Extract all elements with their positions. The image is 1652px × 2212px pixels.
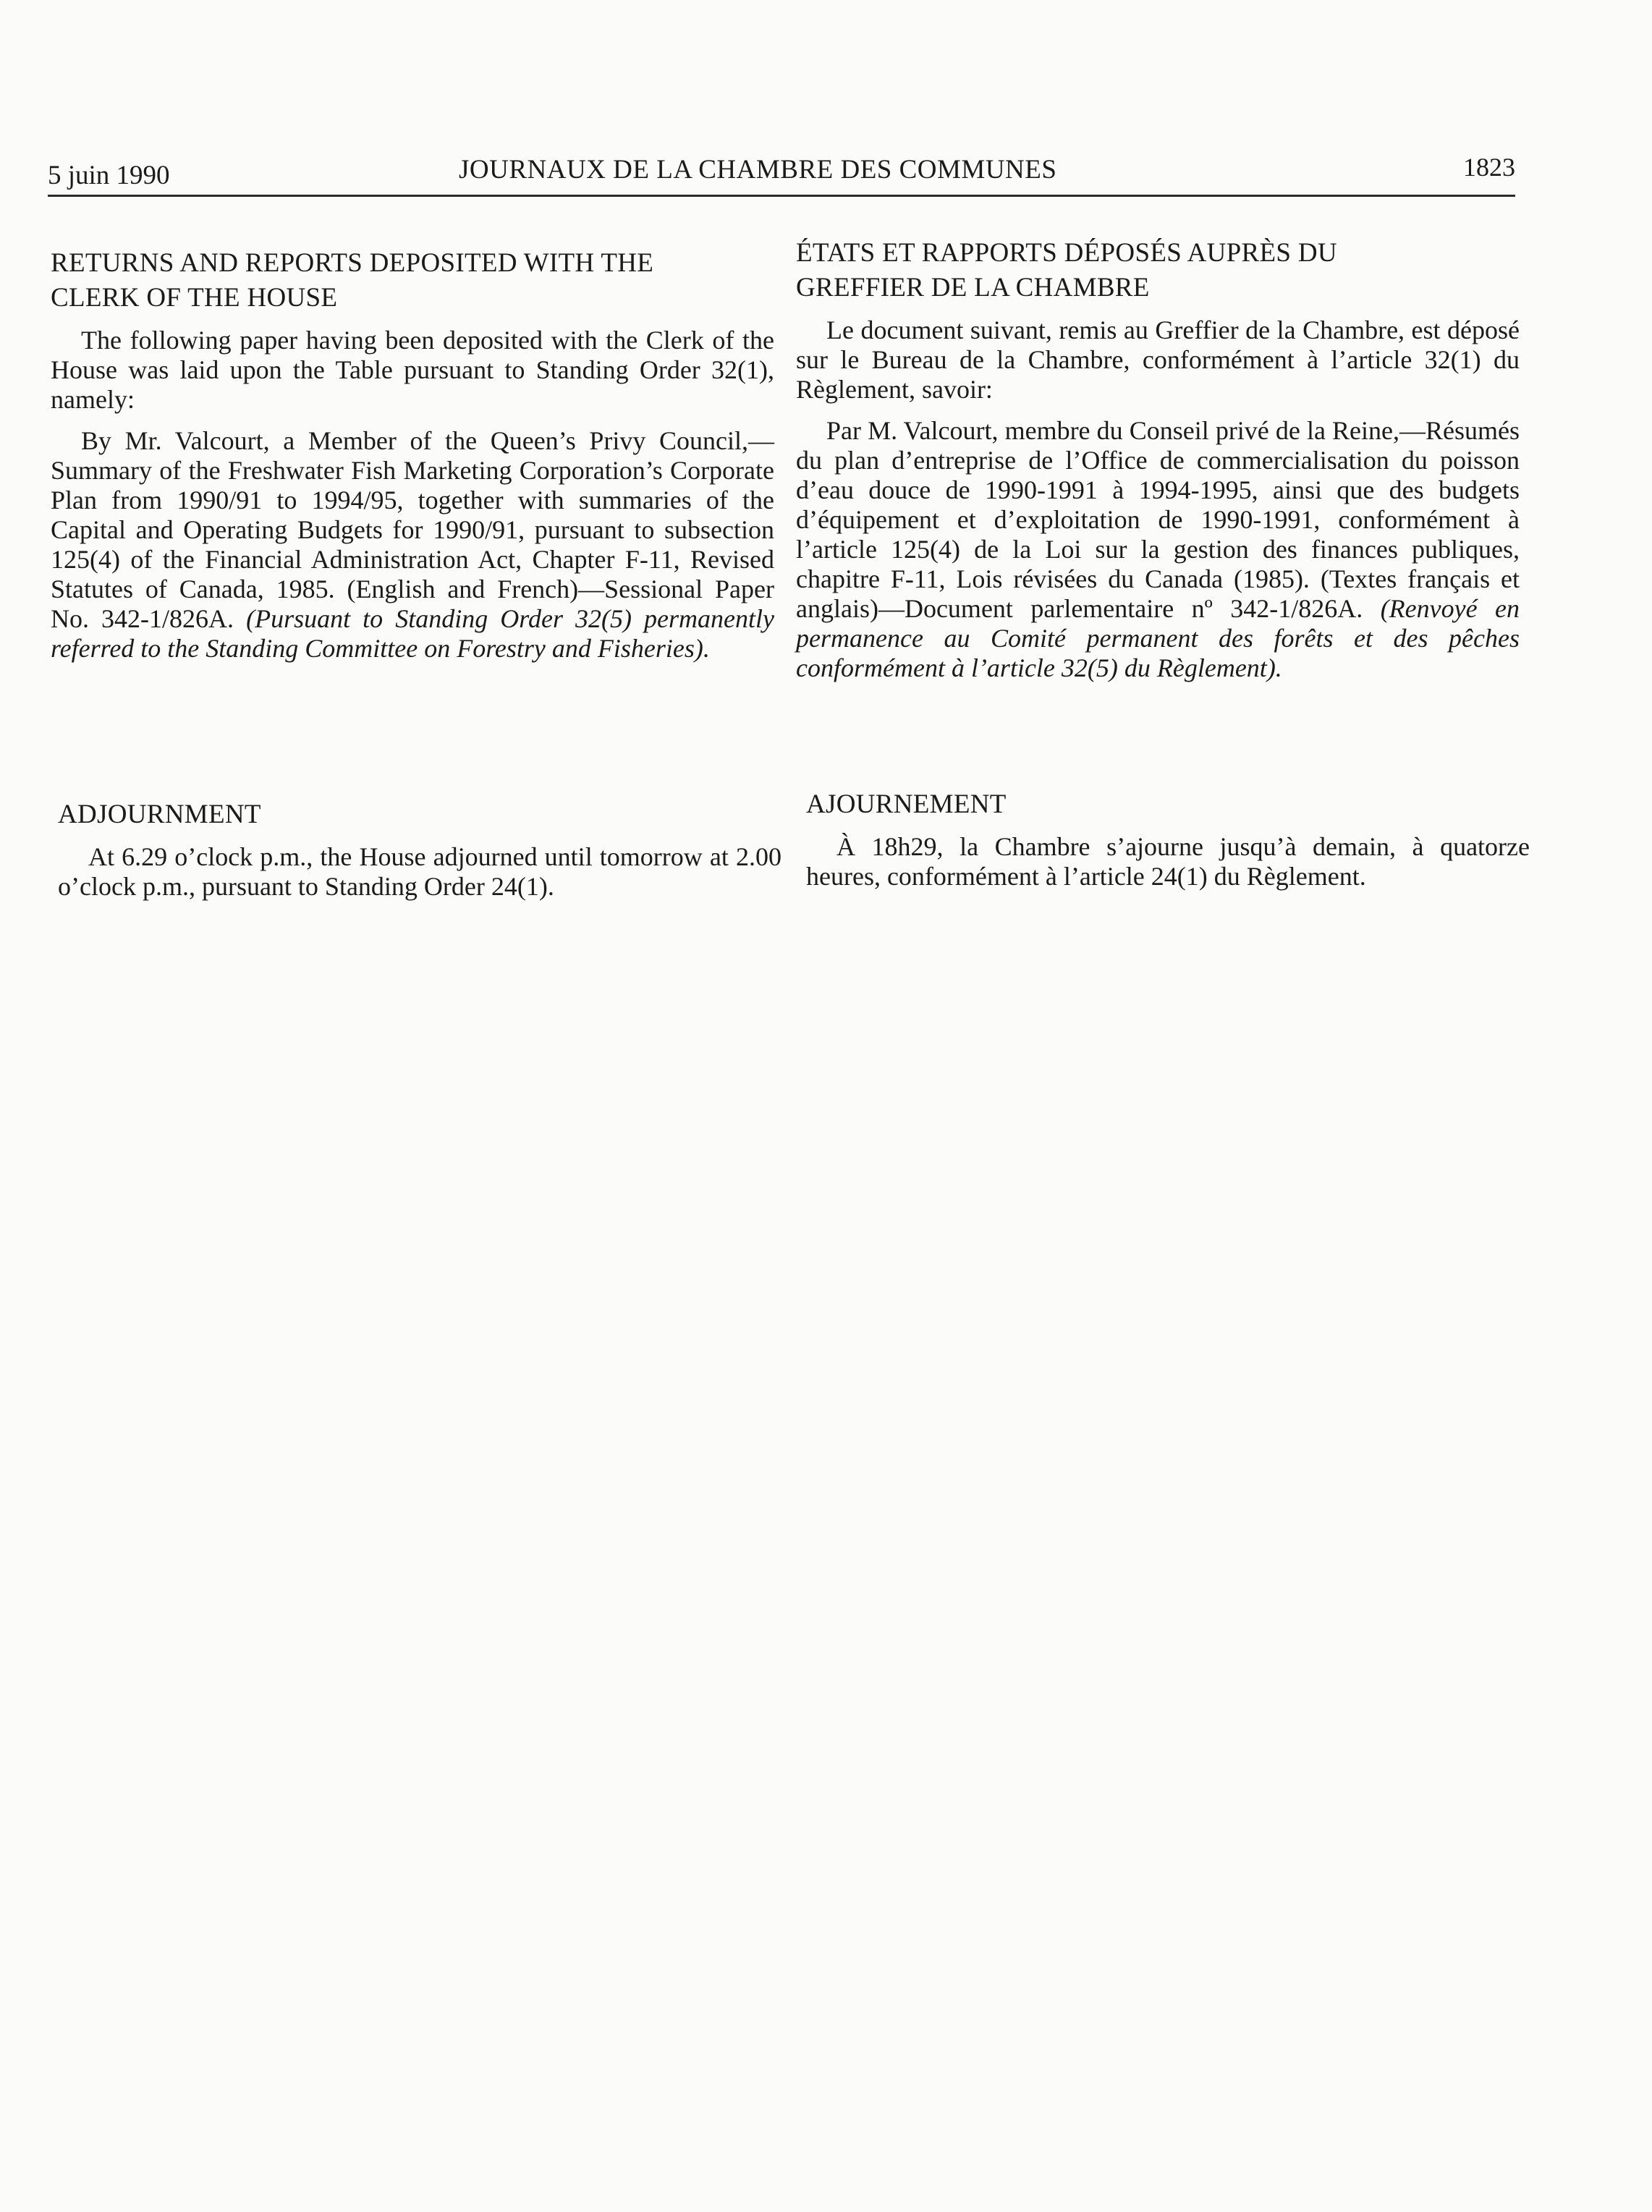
english-returns-heading-line2: CLERK OF THE HOUSE	[51, 283, 338, 313]
english-adjournment-heading: ADJOURNMENT	[58, 800, 261, 829]
french-returns-section	[796, 236, 1520, 683]
english-returns-heading	[51, 246, 774, 315]
french-returns-heading-line1: ÉTATS ET RAPPORTS DÉPOSÉS AUPRÈS DU	[796, 238, 1337, 268]
header-date: 5 juin 1990	[48, 161, 170, 190]
english-returns-intro: The following paper having been deposited with the Clerk of the House was laid upon the Table pursuant to Standing Order 32(1), namely:	[51, 326, 774, 414]
english-returns-paper	[51, 426, 774, 664]
page-number: 1823	[1463, 153, 1515, 182]
french-adjournment-heading: AJOURNEMENT	[806, 789, 1007, 819]
french-adjournment-text: À 18h29, la Chambre s’ajourne jusqu’à demain, à quatorze heures, conformément à l’article 24(1) du Règlement.	[806, 832, 1530, 891]
english-returns-paper-referral: (Pursuant to Standing Order 32(5) permanently referred to the Standing Committee on Forestry and Fisheries).	[51, 604, 774, 663]
english-returns-heading-line1: RETURNS AND REPORTS DEPOSITED WITH THE	[51, 248, 654, 278]
english-adjournment-text: At 6.29 o’clock p.m., the House adjourned until tomorrow at 2.00 o’clock p.m., pursuant to Standing Order 24(1).	[58, 842, 781, 901]
french-adjournment-section	[806, 787, 1530, 891]
english-returns-section	[51, 246, 774, 664]
french-returns-paper-referral: (Renvoyé en permanence au Comité permanent des forêts et des pêches conformément à l’article 32(5) du Règlement).	[796, 594, 1520, 682]
french-returns-paper-text: Par M. Valcourt, membre du Conseil privé de la Reine,—Résumés du plan d’entreprise de l’Office de commercialisation du poisson d’eau douce de 1990-1991 à 1994-1995, ainsi que des budgets d’équipement et d’exploitation de 1990-1991, conformément à l’article 125(4) de la Loi sur la gestion des finances publiques, chapitre F-11, Lois révisées du Canada (1985). (Textes français et anglais)—Document parlementaire nº 342-1/826A.	[796, 416, 1520, 623]
french-returns-heading-line2: GREFFIER DE LA CHAMBRE	[796, 273, 1150, 302]
english-adjournment-section	[58, 797, 781, 902]
french-returns-intro: Le document suivant, remis au Greffier de la Chambre, est déposé sur le Bureau de la Chambre, conformément à l’article 32(1) du Règlement, savoir:	[796, 315, 1520, 404]
french-returns-paper	[796, 416, 1520, 683]
header-rule	[48, 195, 1515, 197]
french-returns-heading	[796, 236, 1520, 305]
header-title: JOURNAUX DE LA CHAMBRE DES COMMUNES	[459, 155, 1057, 185]
running-header	[48, 142, 1515, 197]
english-returns-paper-text: By Mr. Valcourt, a Member of the Queen’s Privy Council,—Summary of the Freshwater Fish Marketing Corporation’s Corporate Plan from 1990/91 to 1994/95, together with summaries of the Capital and Operating Budgets for 1990/91, pursuant to subsection 125(4) of the Financial Administration Act, Chapter F-11, Revised Statutes of Canada, 1985. (English and French)—Sessional Paper No. 342-1/826A.	[51, 426, 774, 633]
